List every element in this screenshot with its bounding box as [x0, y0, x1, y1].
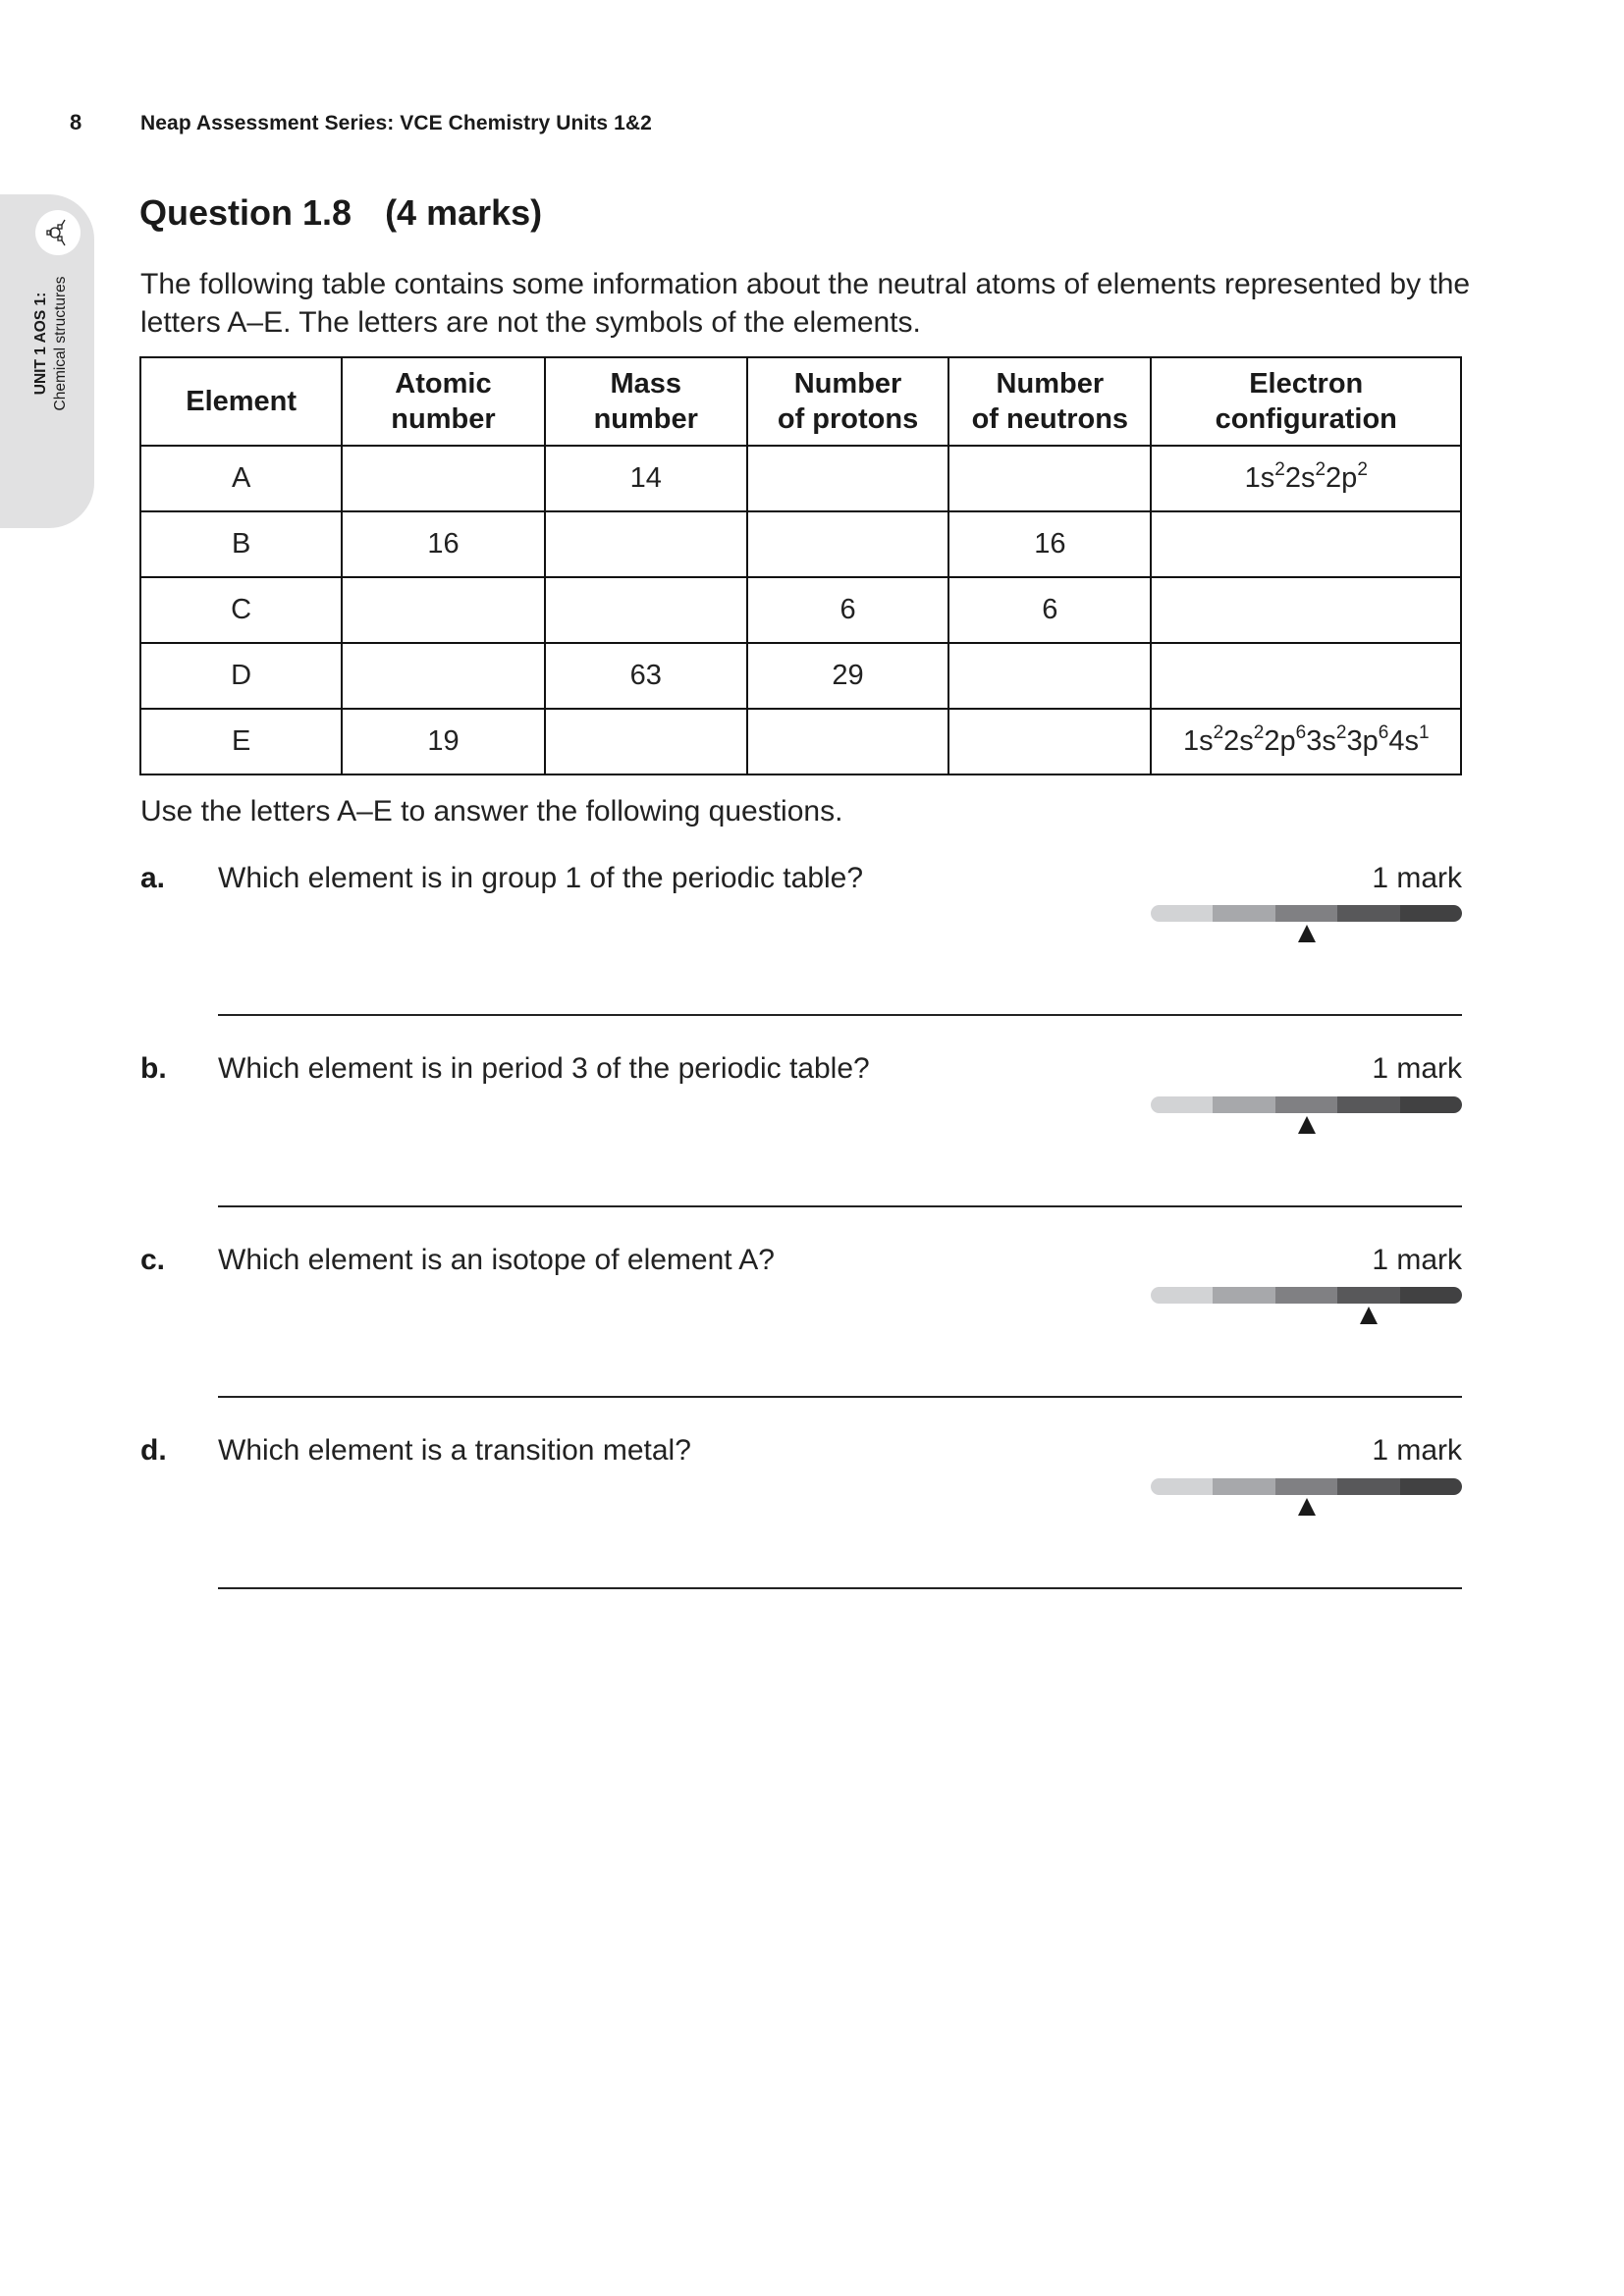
cell-element: A — [140, 446, 342, 511]
difficulty-segment — [1213, 1287, 1274, 1304]
difficulty-segment — [1400, 905, 1462, 922]
difficulty-segment — [1275, 1478, 1337, 1495]
table-row — [140, 643, 1461, 709]
cell-atomic-number — [342, 446, 544, 511]
part-text: Which element is a transition metal? — [218, 1434, 691, 1467]
cell-neutrons — [948, 446, 1151, 511]
cell-element: D — [140, 643, 342, 709]
cell-element: B — [140, 511, 342, 577]
cell-mass-number: 14 — [545, 446, 747, 511]
unit-label — [31, 216, 71, 471]
difficulty-segment — [1400, 1478, 1462, 1495]
difficulty-segment — [1400, 1287, 1462, 1304]
header-protons: Number of protons — [747, 357, 948, 446]
cell-protons: 29 — [747, 643, 948, 709]
unit-label-line1: UNIT 1 AOS 1: — [32, 292, 49, 396]
header-atomic-number: Atomic number — [342, 357, 544, 446]
part-text: Which element is in period 3 of the periodic table? — [218, 1052, 870, 1085]
question-marks: (4 marks) — [385, 192, 543, 233]
part-letter: a. — [140, 862, 166, 894]
difficulty-segment — [1151, 905, 1213, 922]
cell-neutrons — [948, 709, 1151, 774]
cell-configuration — [1151, 643, 1461, 709]
difficulty-scale — [1151, 905, 1462, 922]
cell-mass-number — [545, 577, 747, 643]
cell-atomic-number: 16 — [342, 511, 544, 577]
cell-neutrons — [948, 643, 1151, 709]
cell-configuration — [1151, 577, 1461, 643]
instruction-text: Use the letters A–E to answer the following questions. — [140, 795, 843, 828]
cell-atomic-number — [342, 577, 544, 643]
cell-mass-number — [545, 709, 747, 774]
difficulty-segment — [1151, 1096, 1213, 1113]
difficulty-scale — [1151, 1478, 1462, 1495]
cell-protons — [747, 511, 948, 577]
cell-configuration: $1s^22s^22p^2$ — [1151, 446, 1461, 511]
part-letter: d. — [140, 1434, 167, 1467]
part-marks: 1 mark — [1372, 862, 1462, 894]
cell-element: C — [140, 577, 342, 643]
difficulty-segment — [1213, 1478, 1274, 1495]
table-row — [140, 709, 1461, 774]
cell-neutrons: 6 — [948, 577, 1151, 643]
difficulty-segment — [1337, 1478, 1399, 1495]
unit-label-line2: Chemical structures — [52, 276, 69, 411]
question-intro: The following table contains some information about the neutral atoms of elements represented by the letters A–E. The letters are not the symbols of the elements. — [140, 268, 1471, 339]
header-element: Element — [140, 357, 342, 446]
table-row — [140, 511, 1461, 577]
running-header: Neap Assessment Series: VCE Chemistry Units 1&2 — [140, 112, 652, 134]
header-mass-number: Mass number — [545, 357, 747, 446]
answer-line[interactable] — [218, 1587, 1462, 1589]
difficulty-segment — [1337, 905, 1399, 922]
difficulty-segment — [1151, 1287, 1213, 1304]
cell-configuration — [1151, 511, 1461, 577]
cell-atomic-number: 19 — [342, 709, 544, 774]
difficulty-segment — [1213, 905, 1274, 922]
difficulty-segment — [1337, 1287, 1399, 1304]
part-marks: 1 mark — [1372, 1052, 1462, 1085]
cell-protons: 6 — [747, 577, 948, 643]
difficulty-segment — [1400, 1096, 1462, 1113]
table-row — [140, 446, 1461, 511]
difficulty-segment — [1337, 1096, 1399, 1113]
answer-line[interactable] — [218, 1014, 1462, 1016]
table-header-row — [140, 357, 1461, 446]
part-text: Which element is in group 1 of the periodic table? — [218, 862, 864, 894]
answer-line[interactable] — [218, 1205, 1462, 1207]
difficulty-pointer-icon — [1298, 1498, 1316, 1516]
cell-protons — [747, 446, 948, 511]
header-neutrons: Number of neutrons — [948, 357, 1151, 446]
cell-neutrons: 16 — [948, 511, 1151, 577]
difficulty-pointer-icon — [1298, 925, 1316, 942]
part-marks: 1 mark — [1372, 1434, 1462, 1467]
difficulty-segment — [1151, 1478, 1213, 1495]
difficulty-scale — [1151, 1096, 1462, 1113]
answer-line[interactable] — [218, 1396, 1462, 1398]
part-marks: 1 mark — [1372, 1244, 1462, 1276]
cell-configuration: $1s^22s^22p^63s^23p^64s^1$ — [1151, 709, 1461, 774]
difficulty-segment — [1275, 1096, 1337, 1113]
header-configuration: Electron configuration — [1151, 357, 1461, 446]
difficulty-segment — [1213, 1096, 1274, 1113]
element-table — [139, 356, 1462, 775]
cell-protons — [747, 709, 948, 774]
difficulty-segment — [1275, 905, 1337, 922]
part-text: Which element is an isotope of element A? — [218, 1244, 775, 1276]
cell-mass-number: 63 — [545, 643, 747, 709]
page-number: 8 — [70, 110, 82, 134]
cell-atomic-number — [342, 643, 544, 709]
part-letter: b. — [140, 1052, 167, 1085]
question-number: Question 1.8 — [139, 192, 352, 233]
table-row — [140, 577, 1461, 643]
difficulty-pointer-icon — [1360, 1307, 1378, 1324]
difficulty-pointer-icon — [1298, 1116, 1316, 1134]
difficulty-scale — [1151, 1287, 1462, 1304]
cell-element: E — [140, 709, 342, 774]
question-title — [139, 192, 542, 234]
part-letter: c. — [140, 1244, 166, 1276]
cell-mass-number — [545, 511, 747, 577]
difficulty-segment — [1275, 1287, 1337, 1304]
